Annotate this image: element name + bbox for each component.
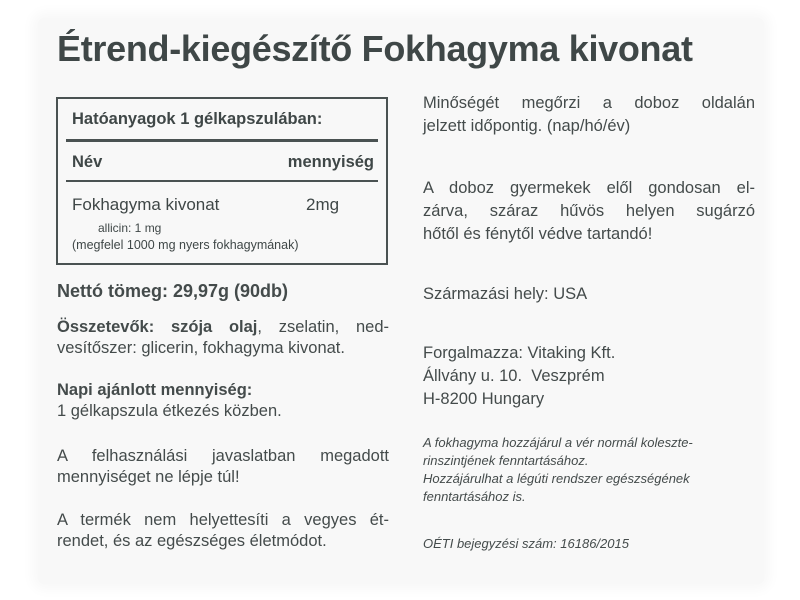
- storage-line-1: A doboz gyermekek elől gondosan el-: [423, 179, 755, 197]
- daily-dose-value: 1 gélkapszula étkezés közben.: [57, 402, 282, 420]
- ingredient-quantity: 2mg: [306, 195, 340, 214]
- daily-dose-label: Napi ajánlott mennyiség:: [57, 381, 253, 399]
- storage-instructions: [423, 177, 755, 246]
- composition-allergen: szója olaj: [170, 318, 258, 336]
- product-title: Étrend-kiegészítő Fokhagyma kivonat: [57, 28, 693, 69]
- divider-thin: [66, 180, 378, 182]
- composition-rest: , zselatin, ned-: [257, 318, 389, 336]
- composition-line-1: [57, 317, 389, 338]
- health-claim-line-1: A fokhagyma hozzájárul a vér normál koleszte-: [423, 435, 693, 450]
- net-weight: Nettó tömeg: 29,97g (90db): [57, 281, 289, 301]
- health-claim-line-4: fenntartásához is.: [423, 489, 526, 504]
- not-replacement-line-1: A termék nem helyettesíti a vegyes ét-: [57, 511, 389, 529]
- column-header-quantity: mennyiség: [287, 153, 374, 171]
- distributor-name: Forgalmazza: Vitaking Kft.: [423, 344, 616, 362]
- health-claim-line-3: Hozzájárulhat a légúti rendszer egészségének: [423, 471, 690, 486]
- distributor: [423, 342, 755, 411]
- daily-dose: [57, 380, 389, 422]
- dose-warning-line-2: mennyiséget ne lépje túl!: [57, 468, 240, 486]
- column-header-name: Név: [72, 153, 103, 171]
- health-claim-line-2: rinszintjének fenntartásához.: [423, 453, 589, 468]
- storage-line-2: zárva, száraz hűvös helyen sugárzó: [423, 202, 755, 220]
- dose-warning-line-1: A felhasználási javaslatban megadott: [57, 447, 389, 465]
- distributor-address: Állvány u. 10. Veszprém: [423, 367, 605, 385]
- registration-number: OÉTI bejegyzési szám: 16186/2015: [423, 536, 629, 551]
- composition: [57, 317, 389, 359]
- distributor-postal: H-8200 Hungary: [423, 390, 545, 408]
- composition-label: Összetevők:: [57, 318, 155, 336]
- dose-warning: [57, 446, 389, 488]
- best-before-line-1: Minőségét megőrzi a doboz oldalán: [423, 94, 755, 112]
- best-before-line-2: jelzett időpontig. (nap/hó/év): [423, 117, 631, 135]
- ingredients-table: [56, 97, 388, 265]
- ingredient-name: Fokhagyma kivonat: [72, 195, 220, 214]
- composition-line-2: vesítőszer: glicerin, fokhagyma kivonat.: [57, 339, 345, 357]
- ingredient-note: (megfelel 1000 mg nyers fokhagymának): [72, 238, 299, 252]
- not-replacement-notice: [57, 510, 389, 552]
- ingredients-heading: Hatóanyagok 1 gélkapszulában:: [72, 110, 323, 128]
- best-before: [423, 92, 755, 138]
- not-replacement-line-2: rendet, és az egészséges életmódot.: [57, 532, 327, 550]
- health-claims: [423, 434, 759, 506]
- divider-thick: [66, 139, 378, 142]
- storage-line-3: hőtől és fénytől védve tartandó!: [423, 225, 653, 243]
- ingredient-subcomponent: allicin: 1 mg: [98, 221, 162, 235]
- origin: Származási hely: USA: [423, 285, 588, 303]
